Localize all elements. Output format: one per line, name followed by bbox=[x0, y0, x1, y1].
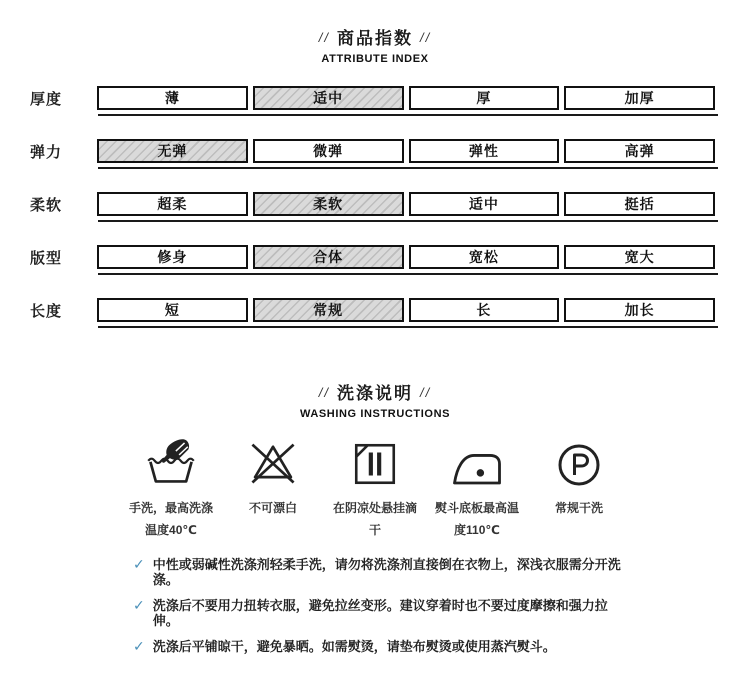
attribute-row-label: 长度 bbox=[30, 302, 63, 320]
washing-icon-item bbox=[328, 435, 422, 541]
slash-decor-right: // bbox=[420, 385, 432, 400]
attribute-option-cells bbox=[97, 192, 715, 216]
washing-instructions-title bbox=[0, 379, 750, 404]
attribute-option-cells bbox=[97, 298, 715, 322]
attribute-option: 挺括 bbox=[564, 192, 715, 216]
attribute-option-selected: 合体 bbox=[253, 245, 404, 269]
attribute-option: 宽松 bbox=[409, 245, 560, 269]
slash-decor-left: // bbox=[318, 30, 330, 45]
attribute-option-selected: 适中 bbox=[253, 86, 404, 110]
attribute-option: 短 bbox=[97, 298, 248, 322]
washing-note bbox=[133, 557, 623, 587]
attribute-index-section bbox=[0, 0, 750, 322]
attribute-option-cells bbox=[97, 86, 715, 110]
attribute-row-label: 版型 bbox=[30, 249, 63, 267]
attribute-row-label: 柔软 bbox=[30, 196, 63, 214]
attribute-option-selected: 无弹 bbox=[97, 139, 248, 163]
attribute-option-cells bbox=[97, 245, 715, 269]
iron-low-temp-icon bbox=[450, 435, 504, 489]
attribute-row bbox=[30, 86, 750, 110]
washing-note-text: 中性或弱碱性洗涤剂轻柔手洗，请勿将洗涤剂直接倒在衣物上，深浅衣服需分开洗涤。 bbox=[152, 557, 621, 588]
washing-notes bbox=[133, 557, 623, 654]
attribute-row bbox=[30, 245, 750, 269]
washing-instructions-subtitle: WASHING INSTRUCTIONS bbox=[299, 408, 451, 420]
attribute-row bbox=[30, 139, 750, 163]
no-bleach-icon bbox=[247, 435, 299, 489]
washing-icon-caption: 在阴凉处悬挂滴干 bbox=[332, 501, 417, 537]
washing-instructions-title-text: 洗涤说明 bbox=[337, 384, 413, 403]
washing-icon-caption: 常规干洗 bbox=[554, 501, 603, 515]
attribute-option: 弹性 bbox=[409, 139, 560, 163]
attribute-option-selected: 柔软 bbox=[253, 192, 404, 216]
washing-note bbox=[133, 639, 623, 654]
washing-instructions-section bbox=[0, 379, 750, 654]
attribute-row-label: 弹力 bbox=[30, 143, 63, 161]
washing-icon-caption: 手洗，最高洗涤温度40℃ bbox=[128, 501, 213, 537]
attribute-index-subtitle: ATTRIBUTE INDEX bbox=[321, 53, 429, 65]
attribute-option: 超柔 bbox=[97, 192, 248, 216]
washing-icon-item bbox=[430, 435, 524, 541]
attribute-row bbox=[30, 192, 750, 216]
drip-dry-shade-icon bbox=[350, 435, 400, 489]
attribute-option-selected: 常规 bbox=[253, 298, 404, 322]
slash-decor-right: // bbox=[420, 30, 432, 45]
dry-clean-icon bbox=[555, 435, 603, 489]
washing-note bbox=[133, 598, 623, 628]
attribute-option: 高弹 bbox=[564, 139, 715, 163]
washing-instructions-header bbox=[0, 379, 750, 420]
attribute-index-title bbox=[0, 24, 750, 49]
attribute-row bbox=[30, 298, 750, 322]
attribute-option: 加厚 bbox=[564, 86, 715, 110]
check-icon: ✓ bbox=[133, 638, 145, 655]
washing-icon-item bbox=[124, 435, 218, 541]
attribute-option: 长 bbox=[409, 298, 560, 322]
washing-icon-caption: 不可漂白 bbox=[248, 501, 297, 515]
washing-icon-item bbox=[226, 435, 320, 541]
check-icon: ✓ bbox=[133, 597, 145, 614]
attribute-option-cells bbox=[97, 139, 715, 163]
washing-note-text: 洗涤后不要用力扭转衣服，避免拉丝变形。建议穿着时也不要过度摩擦和强力拉伸。 bbox=[152, 598, 608, 629]
attribute-option: 厚 bbox=[409, 86, 560, 110]
washing-icons bbox=[0, 435, 750, 541]
attribute-rows bbox=[30, 86, 750, 322]
washing-icon-item bbox=[532, 435, 626, 541]
slash-decor-left: // bbox=[318, 385, 330, 400]
attribute-option: 宽大 bbox=[564, 245, 715, 269]
attribute-option: 加长 bbox=[564, 298, 715, 322]
hand-wash-icon bbox=[145, 435, 197, 489]
check-icon: ✓ bbox=[133, 556, 145, 573]
attribute-option: 修身 bbox=[97, 245, 248, 269]
attribute-option: 微弹 bbox=[253, 139, 404, 163]
attribute-option: 适中 bbox=[409, 192, 560, 216]
washing-icon-caption: 熨斗底板最高温度110℃ bbox=[434, 501, 519, 537]
attribute-row-label: 厚度 bbox=[30, 90, 63, 108]
attribute-option: 薄 bbox=[97, 86, 248, 110]
washing-note-text: 洗涤后平铺晾干，避免暴晒。如需熨烫，请垫布熨烫或使用蒸汽熨斗。 bbox=[152, 639, 556, 655]
attribute-index-title-text: 商品指数 bbox=[337, 29, 413, 48]
attribute-index-header bbox=[0, 24, 750, 65]
